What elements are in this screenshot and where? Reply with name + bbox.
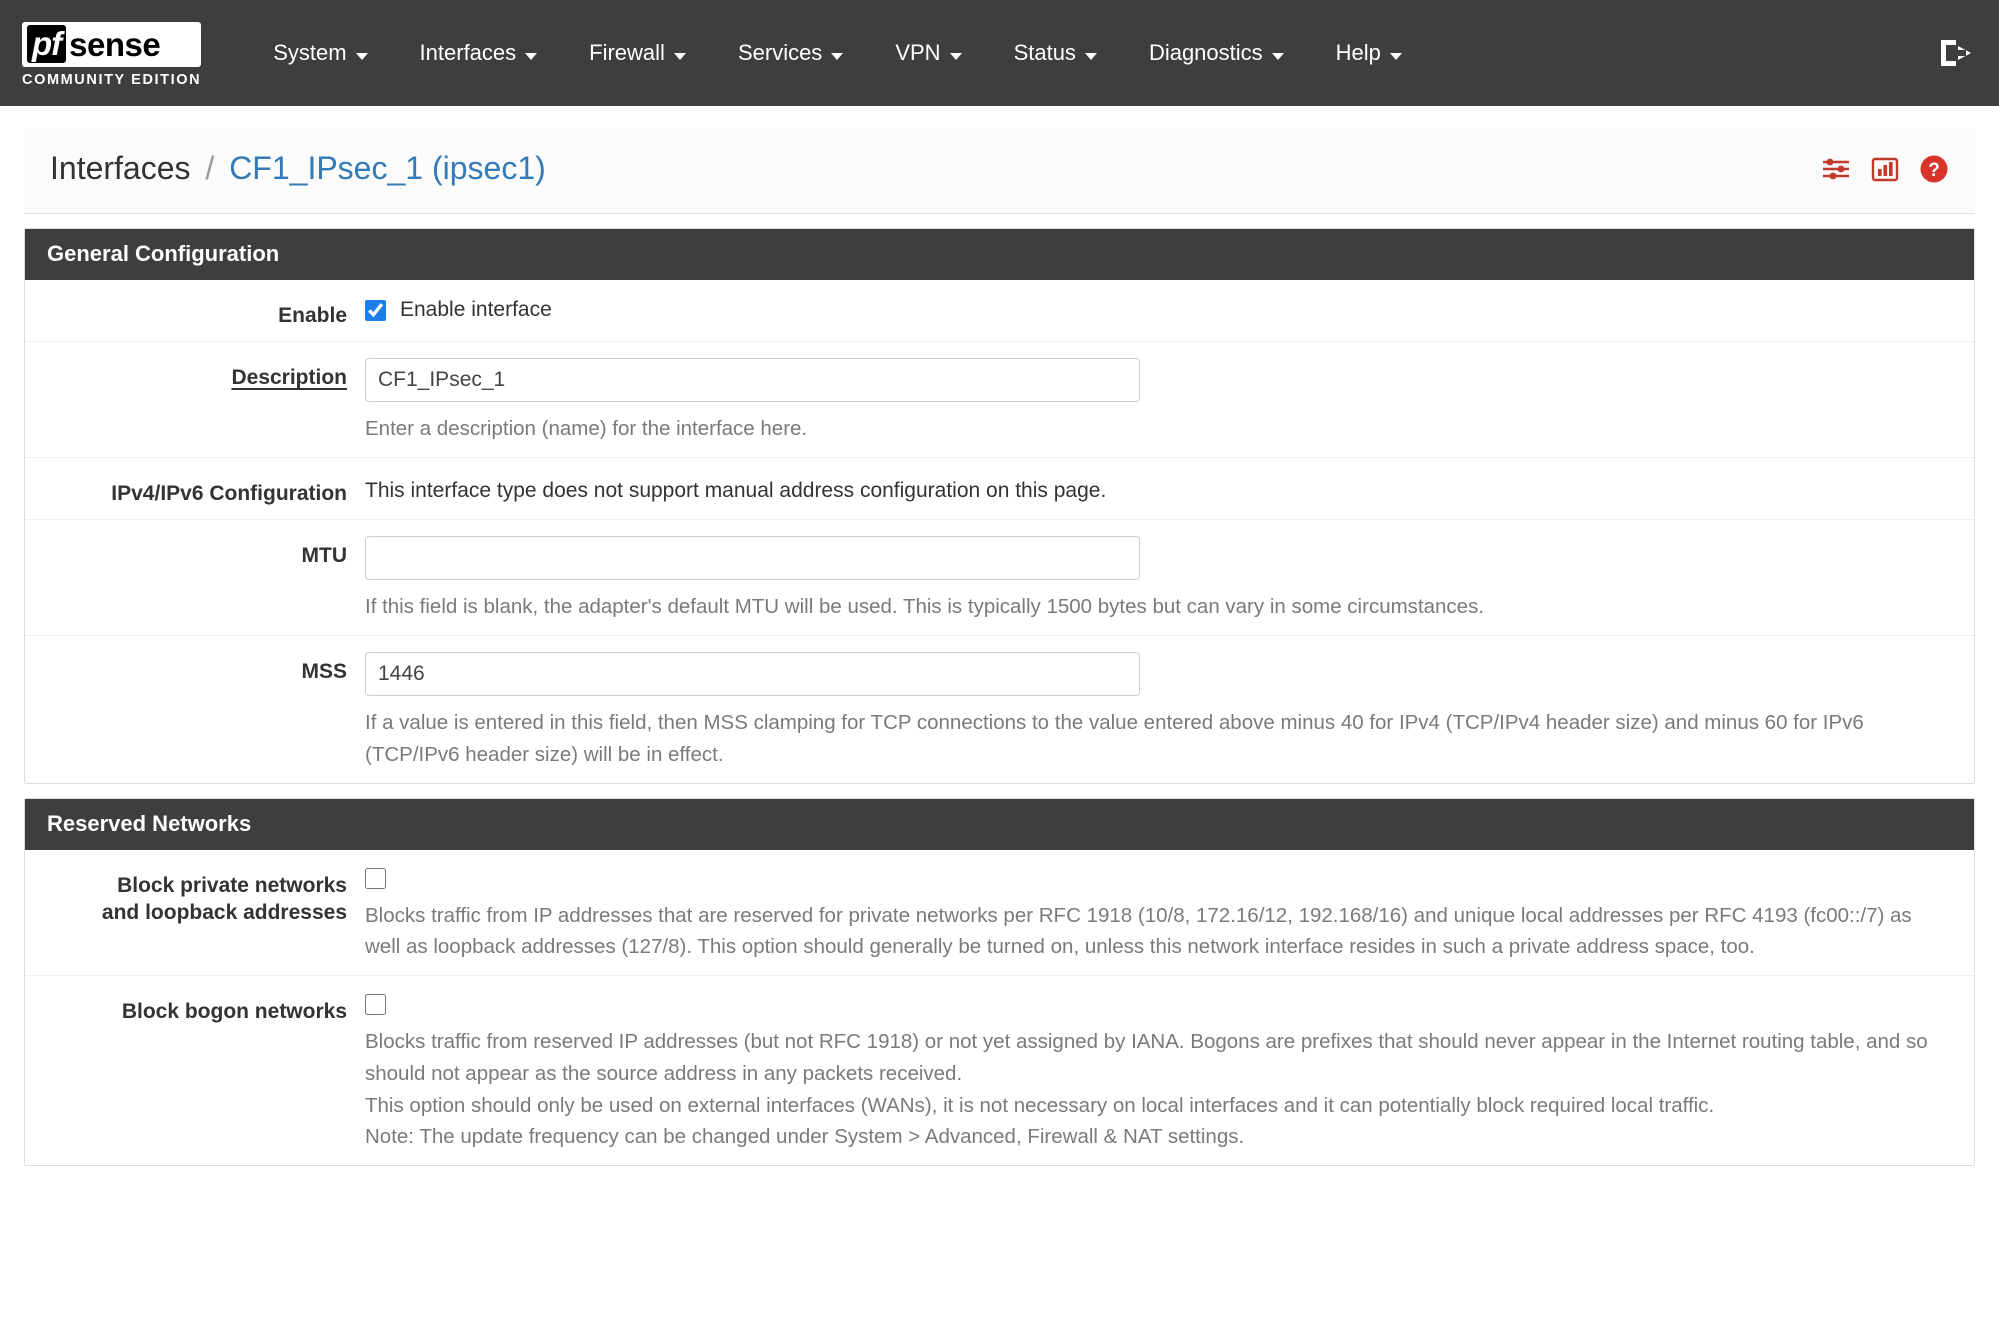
breadcrumb-root: Interfaces	[50, 150, 191, 186]
nav-label-services: Services	[737, 40, 823, 65]
nav-label-help: Help	[1335, 40, 1381, 65]
nav-label-interfaces: Interfaces	[419, 40, 517, 65]
description-input[interactable]	[365, 358, 1140, 402]
nav-label-vpn: VPN	[895, 40, 941, 65]
chevron-down-icon	[1390, 53, 1402, 60]
help-block-bogon-networks	[365, 1026, 1948, 1153]
label-block-bogon-networks: Block bogon networks	[121, 1000, 347, 1024]
header-icon-group	[1821, 154, 1949, 184]
pfsense-logo	[22, 22, 201, 67]
chevron-down-icon	[525, 53, 537, 60]
nav-item-diagnostics[interactable]	[1123, 0, 1310, 106]
logout-icon[interactable]	[1939, 38, 1973, 68]
chevron-down-icon	[1085, 53, 1097, 60]
chart-bar-icon[interactable]	[1871, 156, 1899, 182]
nav-item-vpn[interactable]	[869, 0, 987, 106]
help-circle-icon[interactable]	[1919, 154, 1949, 184]
panel-general-configuration	[24, 228, 1975, 784]
chevron-down-icon	[356, 53, 368, 60]
form-row-description	[25, 342, 1974, 458]
nav-item-system[interactable]	[247, 0, 393, 106]
block-bogon-networks-checkbox[interactable]	[365, 994, 386, 1015]
label-ip-configuration: IPv4/IPv6 Configuration	[111, 482, 347, 506]
svg-text:?: ?	[1928, 159, 1940, 181]
help-mtu: If this field is blank, the adapter's default MTU will be used. This is typically 1500 bytes but can vary in some circumstances.	[365, 595, 1485, 619]
form-row-block-bogon	[25, 976, 1974, 1165]
brand-subtitle: COMMUNITY EDITION	[22, 72, 202, 88]
chevron-down-icon	[674, 53, 686, 60]
label-block-private-networks: Block private networks and loopback addresses	[101, 873, 347, 924]
top-navbar	[0, 0, 1999, 106]
nav-label-status: Status	[1013, 40, 1076, 65]
mtu-input[interactable]	[365, 536, 1140, 580]
help-block-private-networks: Blocks traffic from IP addresses that are reserved for private networks per RFC 1918 (10/8, 172.16/12, 192.168/16) and unique local addresses per RFC 4193 (fc00::/7) as well as loopback addresses (127/8). This option should generally be turned on, unless this network interface resides in such a private address space, too.	[365, 903, 1912, 959]
enable-interface-checkbox[interactable]	[365, 300, 386, 321]
chevron-down-icon	[1272, 53, 1284, 60]
brand-logo[interactable]	[22, 22, 201, 88]
help-bogon-line2: This option should only be used on external interfaces (WANs), it is not necessary on local interfaces and it can potentially block required local traffic.	[365, 1093, 1715, 1117]
filter-sliders-icon[interactable]	[1821, 156, 1851, 182]
nav-label-system: System	[273, 40, 347, 65]
panel-title-reserved-networks: Reserved Networks	[25, 799, 1974, 850]
main-content	[24, 228, 1975, 1166]
form-row-ip-configuration	[25, 458, 1974, 520]
help-bogon-line3: Note: The update frequency can be changed under System > Advanced, Firewall & NAT settings.	[365, 1125, 1245, 1149]
help-mss: If a value is entered in this field, then MSS clamping for TCP connections to the value entered above minus 40 for IPv4 (TCP/IPv4 header size) and minus 60 for IPv6 (TCP/IPv6 header size) will be in effect.	[365, 711, 1864, 766]
page-header	[24, 128, 1975, 214]
mss-input[interactable]	[365, 652, 1140, 696]
form-row-block-private	[25, 850, 1974, 977]
form-row-enable	[25, 280, 1974, 342]
chevron-down-icon	[831, 53, 843, 60]
nav-menu	[247, 0, 1428, 106]
help-bogon-line1: Blocks traffic from reserved IP addresses (but not RFC 1918) or not yet assigned by IANA. Bogons are prefixes that should never appear in the Internet routing table, and so should not appear as the source address in any packets received.	[365, 1030, 1928, 1085]
label-mss: MSS	[301, 660, 347, 684]
nav-label-diagnostics: Diagnostics	[1148, 40, 1263, 65]
form-row-mss	[25, 636, 1974, 783]
help-description: Enter a description (name) for the interface here.	[365, 417, 808, 441]
panel-reserved-networks	[24, 798, 1975, 1167]
nav-item-help[interactable]	[1310, 0, 1428, 106]
nav-item-status[interactable]	[988, 0, 1123, 106]
logo-pf-text: pf	[27, 25, 66, 63]
enable-interface-label: Enable interface	[400, 298, 552, 321]
label-enable: Enable	[278, 304, 347, 327]
nav-item-services[interactable]	[712, 0, 869, 106]
ip-configuration-text: This interface type does not support manual address configuration on this page.	[365, 479, 1107, 503]
label-description: Description	[231, 366, 347, 390]
nav-item-firewall[interactable]	[563, 0, 712, 106]
nav-label-firewall: Firewall	[589, 40, 665, 65]
logo-sense-text: sense	[69, 25, 161, 63]
chevron-down-icon	[950, 53, 962, 60]
nav-item-interfaces[interactable]	[394, 0, 564, 106]
breadcrumb-current[interactable]: CF1_IPsec_1 (ipsec1)	[229, 150, 546, 186]
breadcrumb-separator: /	[205, 150, 215, 186]
label-mtu: MTU	[301, 544, 347, 568]
block-private-networks-checkbox[interactable]	[365, 868, 386, 889]
form-row-mtu	[25, 520, 1974, 636]
panel-title-general-configuration: General Configuration	[25, 229, 1974, 280]
breadcrumb	[50, 150, 546, 187]
